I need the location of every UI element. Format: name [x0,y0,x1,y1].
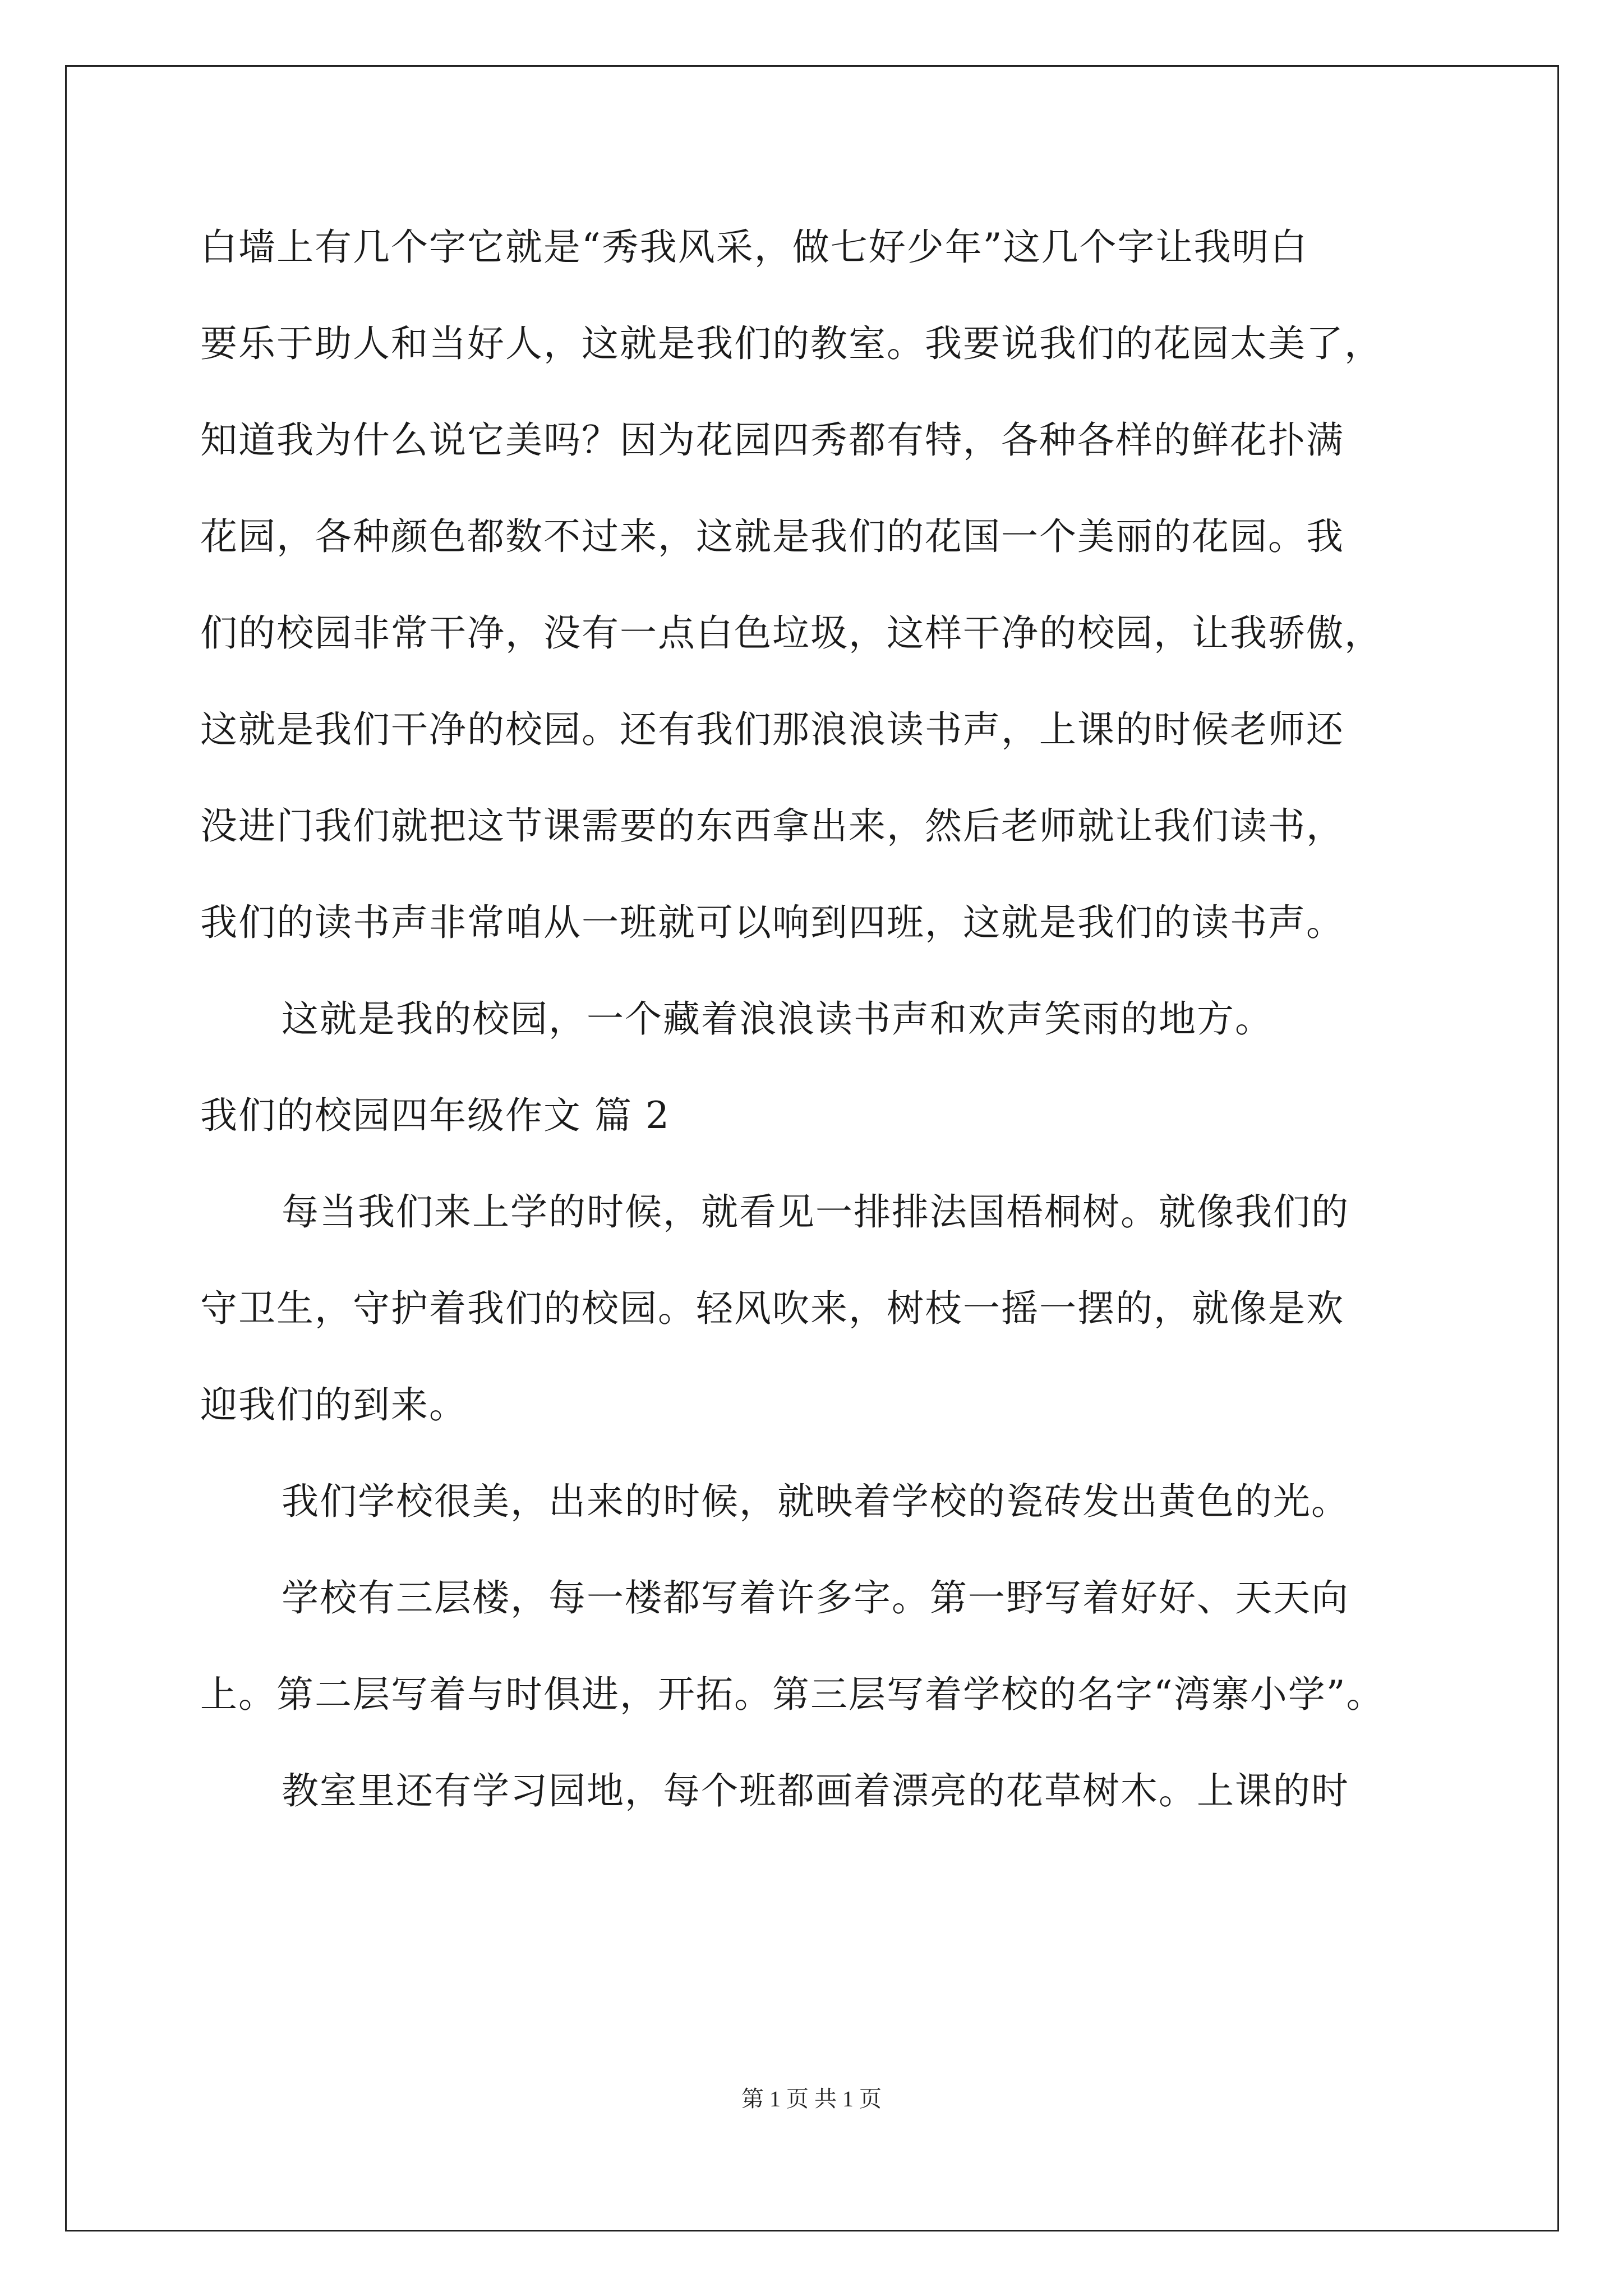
text-line: 要乐于助人和当好人，这就是我们的教室。我要说我们的花园太美了， [200,322,1382,365]
paragraph-first-line: 学校有三层楼，每一楼都写着许多字。第一野写着好好、天天向 [282,1576,1349,1619]
paragraph-first-line: 我们学校很美，出来的时候，就映着学校的瓷砖发出黄色的光。 [282,1480,1349,1523]
text-line: 这就是我们干净的校园。还有我们那浪浪读书声，上课的时候老师还 [200,708,1344,751]
text-line: 迎我们的到来。 [200,1383,467,1427]
paragraph-first-line: 每当我们来上学的时候，就看见一排排法国梧桐树。就像我们的 [282,1190,1349,1234]
text-line: 白墙上有几个字它就是“秀我风采，做七好少年”这几个字让我明白 [200,226,1308,269]
text-line: 没进门我们就把这节课需要的东西拿出来，然后老师就让我们读书， [200,804,1344,848]
text-line: 们的校园非常干净，没有一点白色垃圾，这样干净的校园，让我骄傲， [200,611,1382,655]
text-line: 知道我为什么说它美吗？因为花园四秀都有特，各种各样的鲜花扑满 [200,418,1344,462]
page-footer: 第 1 页 共 1 页 [741,2086,882,2111]
text-line: 花园，各种颜色都数不过来，这就是我们的花国一个美丽的花园。我 [200,515,1344,558]
text-line: 我们的读书声非常咱从一班就可以响到四班，这就是我们的读书声。 [200,901,1344,944]
text-line: 守卫生，守护着我们的校园。轻风吹来，树枝一摇一摆的，就像是欢 [200,1287,1344,1330]
section-heading: 我们的校园四年级作文 篇 2 [200,1094,670,1137]
text-line: 上。第二层写着与时俱进，开拓。第三层写着学校的名字“湾寨小学”。 [200,1673,1385,1716]
paragraph-first-line: 教室里还有学习园地，每个班都画着漂亮的花草树木。上课的时 [282,1769,1349,1812]
page-border [65,65,1559,2231]
paragraph-first-line: 这就是我的校园，一个藏着浪浪读书声和欢声笑雨的地方。 [282,997,1273,1041]
